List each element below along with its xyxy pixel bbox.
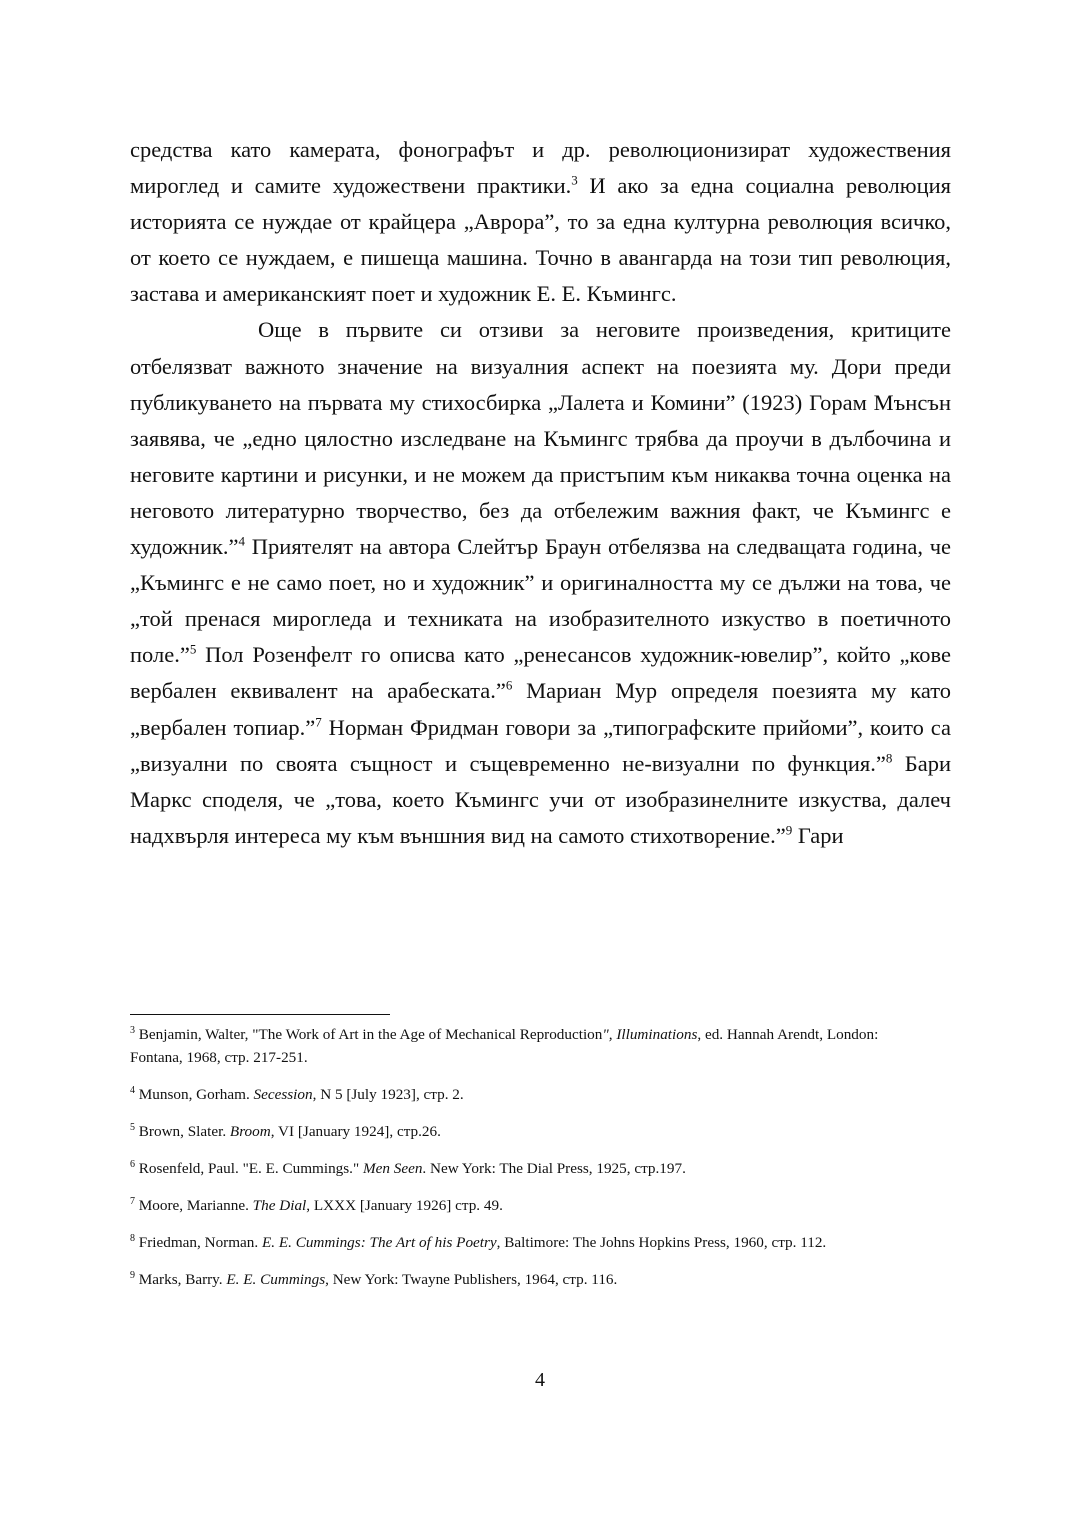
paragraph-1-text-a: средства като камерата, фонографът и др. революционизират художествения мироглед и самите художествени практики. bbox=[130, 137, 951, 199]
footnote-title: Broom bbox=[229, 1123, 271, 1140]
footnote-number: 3 bbox=[130, 1024, 135, 1036]
paragraph-2 bbox=[130, 312, 951, 853]
paragraph-1-text-b: И ако за една социална революция историята се нуждае от крайцера „Аврора”, то за една културна революция всичко, от което се нуждаем, е пишеща машина. Точно в авангарда на този тип революция, застава и американският поет и художник Е. Е. Къмингс. bbox=[130, 173, 952, 307]
footnote-ref-9[interactable]: 9 bbox=[785, 822, 793, 838]
body-text bbox=[130, 132, 951, 854]
footnotes bbox=[130, 1023, 930, 1305]
footnote-ref-6[interactable]: 6 bbox=[505, 677, 513, 693]
paragraph-2-text-4: Мариан Мур определя поезията му като „вербален топиар.” bbox=[130, 678, 952, 740]
paragraph-2-text-3: Пол Розенфелт го описва като „ренесансов художник-ювелир”, който „кове вербален еквивалент на арабеската.” bbox=[130, 642, 951, 704]
footnote-3 bbox=[130, 1023, 930, 1069]
footnote-title: ", Illuminations bbox=[602, 1026, 698, 1043]
footnote-text: , LXXX [January 1926] стр. 49. bbox=[306, 1197, 503, 1214]
footnote-text: Munson, Gorham. bbox=[138, 1086, 254, 1103]
footnote-separator bbox=[130, 1014, 390, 1015]
footnote-text: Friedman, Norman. bbox=[138, 1234, 262, 1251]
footnote-number: 9 bbox=[130, 1269, 135, 1281]
footnote-title: Men Seen bbox=[362, 1160, 423, 1177]
footnote-number: 6 bbox=[130, 1158, 135, 1170]
footnote-title: Secession bbox=[253, 1086, 313, 1103]
footnote-4 bbox=[130, 1083, 930, 1106]
paragraph-2-text-6: Бари Маркс споделя, че „това, което Къмингс учи от изобразинелните изкуства, далеч надхвърля интереса му към външния вид на самото стихотворение.” bbox=[130, 750, 951, 848]
footnote-text: . New York: The Dial Press, 1925, стр.197. bbox=[422, 1160, 686, 1177]
footnote-text: , ed. Hannah Arendt, London: Fontana, 1968, стр. 217-251. bbox=[130, 1026, 879, 1066]
footnote-number: 7 bbox=[130, 1195, 135, 1207]
paragraph-2-text-5: Норман Фридман говори за „типографските прийоми”, които са „визуални по своята същност и същевременно не-визуални по функция.” bbox=[130, 714, 951, 776]
footnote-number: 8 bbox=[130, 1232, 135, 1244]
footnote-number: 5 bbox=[130, 1121, 135, 1133]
footnote-ref-3[interactable]: 3 bbox=[571, 172, 578, 188]
footnote-text: Rosenfeld, Paul. "E. E. Cummings." bbox=[138, 1160, 363, 1177]
footnote-title: E. E. Cummings: The Art of his Poetry bbox=[261, 1234, 497, 1251]
footnote-text: , VI [January 1924], стр.26. bbox=[270, 1123, 441, 1140]
footnote-title: The Dial bbox=[252, 1197, 307, 1214]
footnote-text: , New York: Twayne Publishers, 1964, стр. 116. bbox=[325, 1271, 618, 1288]
footnote-text: , Baltimore: The Johns Hopkins Press, 1960, стр. 112. bbox=[496, 1234, 827, 1251]
paragraph-2-text-2: Приятелят на автора Слейтър Браун отбелязва на следващата година, че „Къмингс е не само поет, но и художник” и оригиналността му се дължи на това, че „той пренася мирогледа и техниката на изобразителното изкуство в поетичното поле.” bbox=[130, 534, 951, 668]
paragraph-1 bbox=[130, 132, 951, 312]
footnote-9 bbox=[130, 1268, 930, 1291]
footnote-ref-7[interactable]: 7 bbox=[315, 714, 322, 729]
footnote-ref-4[interactable]: 4 bbox=[238, 533, 246, 549]
footnote-5 bbox=[130, 1120, 930, 1143]
paragraph-2-text-7: Гари bbox=[792, 822, 844, 848]
footnote-text: Brown, Slater. bbox=[138, 1123, 230, 1140]
footnote-title: E. E. Cummings bbox=[226, 1271, 326, 1288]
footnote-6 bbox=[130, 1157, 930, 1180]
footnote-number: 4 bbox=[130, 1084, 135, 1096]
paragraph-2-text-1: Още в първите си отзиви за неговите произведения, критиците отбелязват важното значение на визуалния аспект на поезията му. Дори преди публикуването на първата му стихосбирка „Лалета и Комини” (1923) Горам Мънсън заявява, че „едно цялостно изследване на Къмингс трябва да проучи в дълбочина и неговите картини и рисунки, и не можем да пристъпим към никаква точна оценка на неговото литературно творчество, без да отбележим важния факт, че Къмингс е художник.” bbox=[130, 317, 951, 560]
footnote-ref-5[interactable]: 5 bbox=[189, 641, 197, 657]
footnote-text: , N 5 [July 1923], стр. 2. bbox=[312, 1086, 464, 1103]
footnote-text: Moore, Marianne. bbox=[138, 1197, 253, 1214]
footnote-ref-8[interactable]: 8 bbox=[885, 750, 893, 766]
footnote-text: Marks, Barry. bbox=[138, 1271, 227, 1288]
footnote-text: Benjamin, Walter, "The Work of Art in the Age of Mechanical Reproduction bbox=[138, 1026, 603, 1043]
footnote-7 bbox=[130, 1194, 930, 1217]
footnote-8 bbox=[130, 1231, 930, 1254]
page-number: 4 bbox=[535, 1369, 545, 1391]
